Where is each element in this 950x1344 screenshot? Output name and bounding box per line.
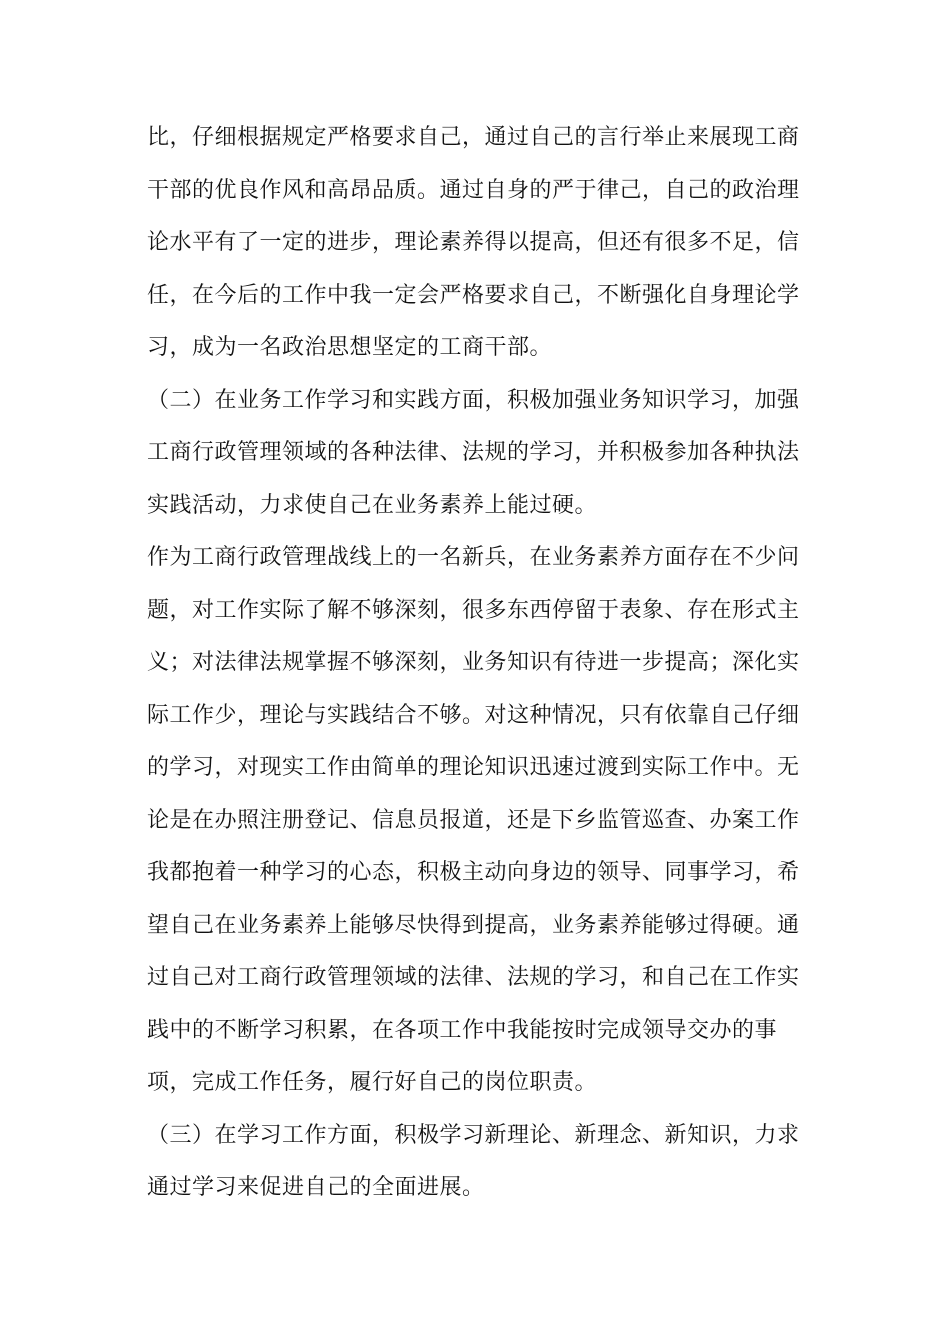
document-body <box>147 115 807 1218</box>
text-line: 际工作少，理论与实践结合不够。对这种情况，只有依靠自己仔细 <box>147 702 800 728</box>
text-line: 践中的不断学习积累，在各项工作中我能按时完成领导交办的事 <box>147 1017 778 1043</box>
text-line: 干部的优良作风和高昂品质。通过自身的严于律己，自己的政治理 <box>147 177 800 203</box>
text-line: 论水平有了一定的进步，理论素养得以提高，但还有很多不足，信 <box>147 230 800 255</box>
text-line: 比，仔细根据规定严格要求自己，通过自己的言行举止来展现工商 <box>147 125 800 150</box>
section-heading-line: 工商行政管理领域的各种法律、法规的学习，并积极参加各种执法 <box>147 440 800 465</box>
section-heading-line: （三）在学习工作方面，积极学习新理论、新理念、新知识，力求 <box>147 1122 800 1148</box>
text-line: 作为工商行政管理战线上的一名新兵，在业务素养方面存在不少问 <box>147 545 800 570</box>
section-heading-line: 通过学习来促进自己的全面进展。 <box>147 1175 485 1200</box>
text-line: 望自己在业务素养上能够尽快得到提高，业务素养能够过得硬。通 <box>147 912 800 938</box>
text-line: 任，在今后的工作中我一定会严格要求自己，不断强化自身理论学 <box>147 282 800 308</box>
text-line: 义；对法律法规掌握不够深刻，业务知识有待进一步提高；深化实 <box>147 650 800 675</box>
text-line: 我都抱着一种学习的心态，积极主动向身边的领导、同事学习，希 <box>147 860 800 885</box>
section-heading-line: （二）在业务工作学习和实践方面，积极加强业务知识学习，加强 <box>147 387 800 413</box>
text-line: 习，成为一名政治思想坚定的工商干部。 <box>147 335 553 360</box>
text-line: 过自己对工商行政管理领域的法律、法规的学习，和自己在工作实 <box>147 965 800 990</box>
text-line: 题，对工作实际了解不够深刻，很多东西停留于表象、存在形式主 <box>147 597 800 623</box>
text-line: 的学习，对现实工作由简单的理论知识迅速过渡到实际工作中。无 <box>147 755 800 780</box>
section-heading-line: 实践活动，力求使自己在业务素养上能过硬。 <box>147 492 598 518</box>
text-line: 论是在办照注册登记、信息员报道，还是下乡监管巡查、办案工作 <box>147 807 800 833</box>
text-line: 项，完成工作任务，履行好自己的岗位职责。 <box>147 1070 598 1095</box>
